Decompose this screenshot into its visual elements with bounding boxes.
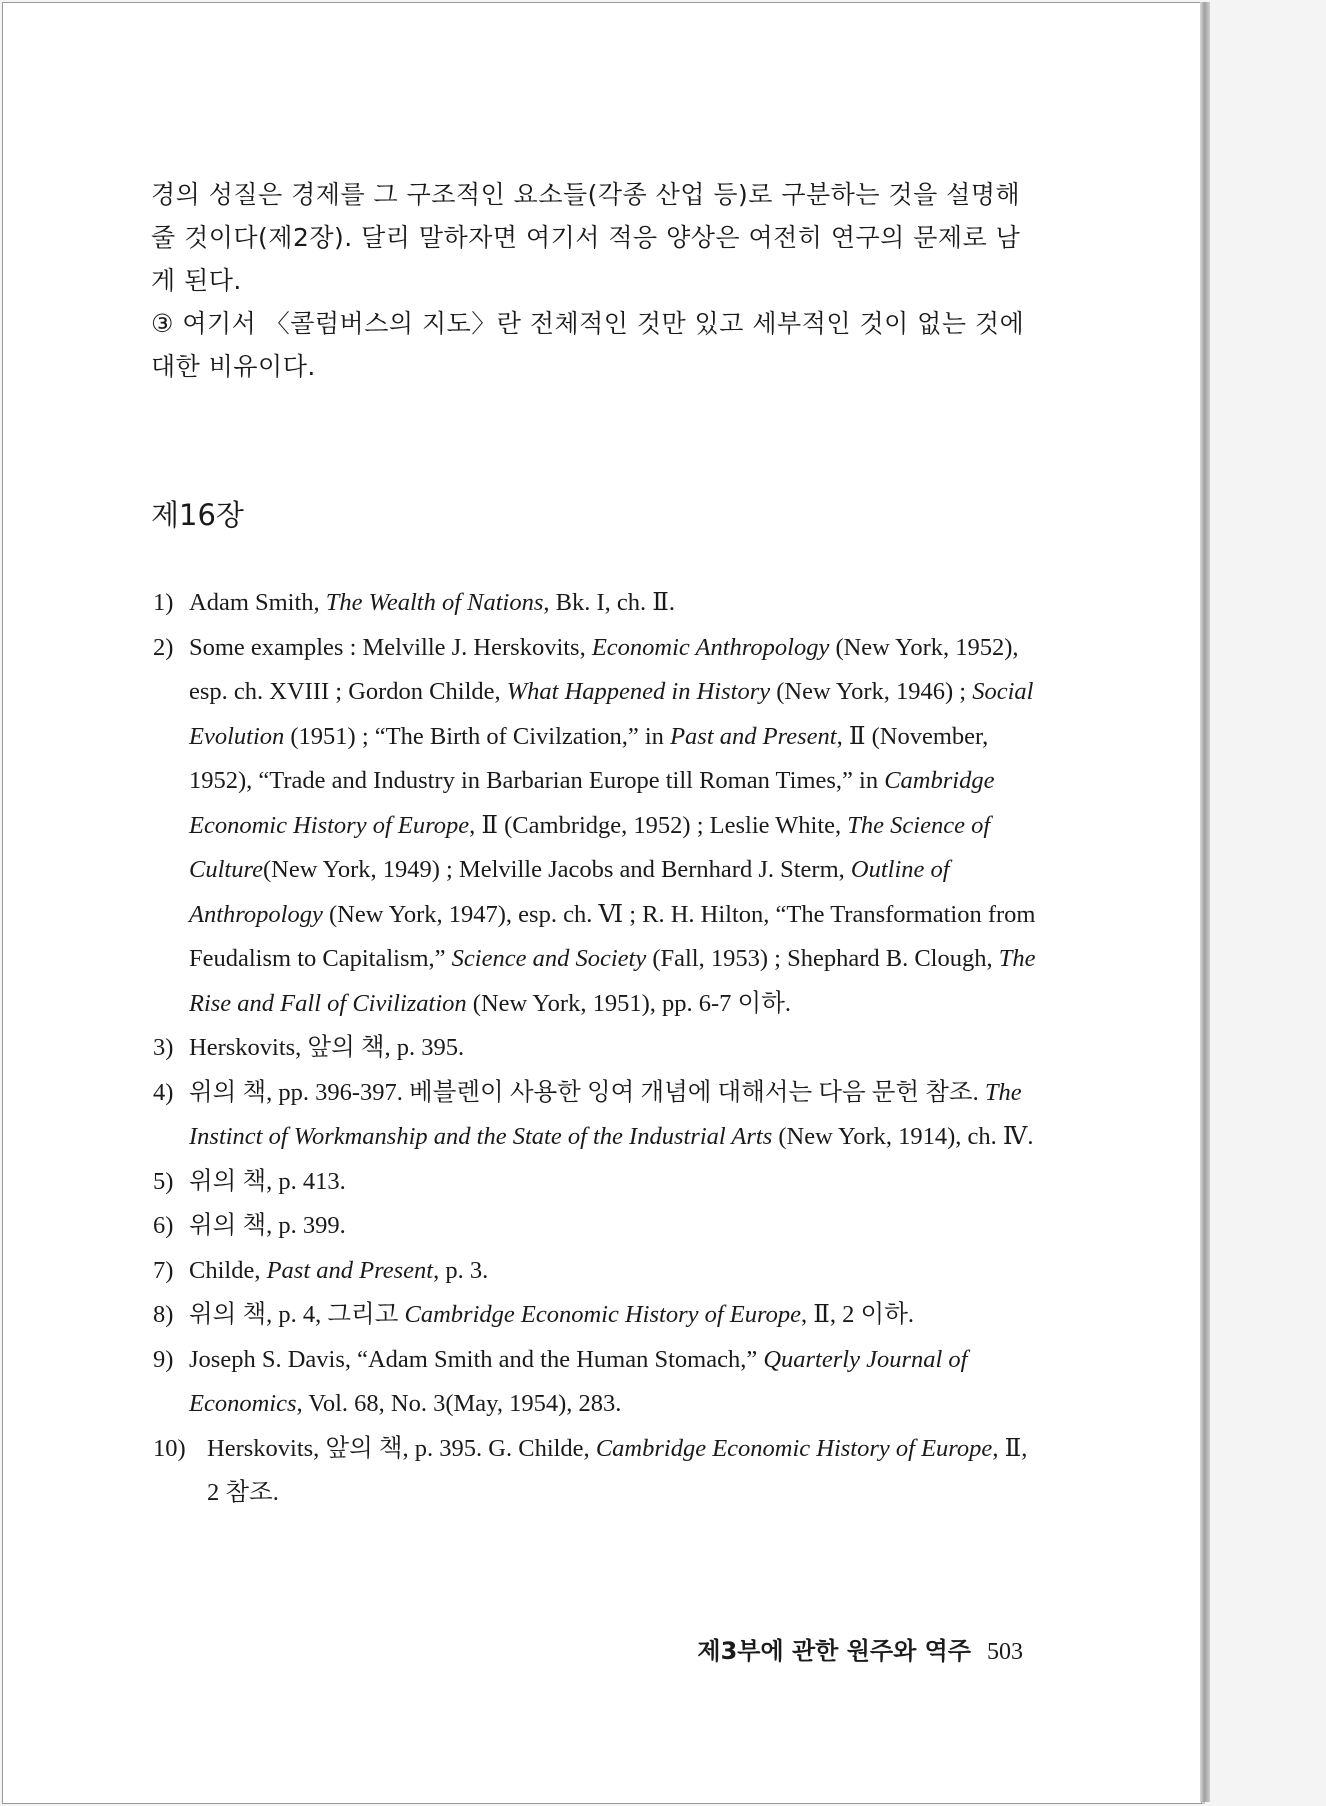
intro-paragraph-continued: 경의 성질은 경제를 그 구조적인 요소들(각종 산업 등)로 구분하는 것을 설명해 줄 것이다(제2장). 달리 말하자면 여기서 적응 양상은 여전히 연구의 문제로 남게 된다. bbox=[151, 180, 1021, 295]
intro-text bbox=[151, 173, 1031, 388]
endnote bbox=[153, 1293, 1043, 1338]
page-edge bbox=[1200, 2, 1210, 1802]
citation-title: The Rise and Fall of Civilization bbox=[189, 945, 1036, 1017]
endnote-number: 9) bbox=[153, 1345, 174, 1373]
endnote-number: 5) bbox=[153, 1167, 174, 1195]
chapter-heading: 제16장 bbox=[151, 498, 244, 532]
citation-title: Cambridge Economic History of Europe bbox=[404, 1301, 802, 1328]
endnote-text: Joseph S. Davis, “Adam Smith and the Human Stomach,” Quarterly Journal of Economics, Vol. 68, No. 3(May, 1954), 283. bbox=[189, 1345, 968, 1417]
endnote bbox=[153, 1160, 1043, 1205]
endnote-number: 7) bbox=[153, 1256, 174, 1284]
endnote-text: Herskovits, 앞의 책, p. 395. G. Childe, Cambridge Economic History of Europe, Ⅱ, 2 참조. bbox=[207, 1434, 1028, 1506]
endnote-number: 8) bbox=[153, 1301, 174, 1328]
endnote bbox=[153, 1338, 1043, 1427]
endnote-text: Some examples : Melville J. Herskovits, Economic Anthropology (New York, 1952), esp. ch. XVIII ; Gordon Childe, What Happened in History (New York, 1946) ; Social Evolution (1951) ; “The Birth of Civilzation,” in Past and Present, Ⅱ (November, 1952), “Trade and Industry in Barbarian Europe till Roman Times,” in Cambridge Economic History of Europe, Ⅱ (Cambridge, 1952) ; Leslie White, The Science of Culture(New York, 1949) ; Melville Jacobs and Bernhard J. Sterm, Outline of Anthropology (New York, 1947), esp. ch. Ⅵ ; R. H. Hilton, “The Transformation from Feudalism to Capitalism,” Science and Society (Fall, 1953) ; Shephard B. Clough, The Rise and Fall of Civilization (New York, 1951), pp. 6-7 이하. bbox=[189, 633, 1036, 1017]
book-page bbox=[2, 2, 1202, 1804]
endnote-text: Adam Smith, The Wealth of Nations, Bk. I, ch. Ⅱ. bbox=[189, 589, 676, 616]
endnote bbox=[153, 626, 1043, 1027]
endnote bbox=[153, 1204, 1043, 1249]
citation-title: Social Evolution bbox=[189, 678, 1034, 750]
citation-title: Quarterly Journal of Economics bbox=[189, 1345, 968, 1417]
citation-title: Past and Present bbox=[670, 722, 837, 750]
endnote bbox=[153, 1071, 1043, 1160]
endnote-text: 위의 책, p. 413. bbox=[189, 1167, 346, 1195]
endnote-text: Herskovits, 앞의 책, p. 395. bbox=[189, 1034, 465, 1061]
citation-title: The Wealth of Nations bbox=[325, 589, 544, 616]
endnotes-list bbox=[153, 581, 1043, 1516]
page-number: 503 bbox=[987, 1639, 1023, 1665]
endnote-text: 위의 책, p. 399. bbox=[189, 1212, 346, 1239]
endnote-number: 1) bbox=[153, 589, 174, 616]
endnote bbox=[153, 1249, 1043, 1294]
citation-title: Science and Society bbox=[451, 945, 647, 972]
citation-title: Cambridge Economic History of Europe bbox=[189, 767, 995, 839]
endnote-number: 10) bbox=[153, 1434, 186, 1462]
endnote-text: 위의 책, pp. 396-397. 베블렌이 사용한 잉여 개념에 대해서는 다음 문헌 참조. The Instinct of Workmanship and the State of the Industrial Arts (New York, 1914), ch. Ⅳ. bbox=[189, 1078, 1034, 1150]
citation-title: Outline of Anthropology bbox=[189, 856, 950, 928]
endnote bbox=[153, 1427, 1043, 1516]
intro-note-3: ③ 여기서 〈콜럼버스의 지도〉란 전체적인 것만 있고 세부적인 것이 없는 것에 대한 비유이다. bbox=[151, 309, 1025, 381]
citation-title: What Happened in History bbox=[506, 678, 771, 705]
citation-title: Economic Anthropology bbox=[591, 633, 830, 661]
endnote-number: 2) bbox=[153, 633, 174, 661]
endnote bbox=[153, 1026, 1043, 1071]
citation-title: The Science of Culture bbox=[189, 811, 991, 883]
citation-title: Past and Present bbox=[266, 1256, 434, 1284]
endnote bbox=[153, 581, 1043, 626]
endnote-number: 4) bbox=[153, 1078, 174, 1106]
citation-title: The Instinct of Workmanship and the State of the Industrial Arts bbox=[189, 1078, 1022, 1150]
citation-title: Cambridge Economic History of Europe bbox=[595, 1434, 993, 1462]
endnote-number: 3) bbox=[153, 1034, 174, 1061]
endnote-text: Childe, Past and Present, p. 3. bbox=[189, 1256, 489, 1284]
endnote-number: 6) bbox=[153, 1212, 174, 1239]
endnote-text: 위의 책, p. 4, 그리고 Cambridge Economic History of Europe, Ⅱ, 2 이하. bbox=[189, 1301, 915, 1328]
footer-section-title: 제3부에 관한 원주와 역주 bbox=[697, 1637, 971, 1665]
running-footer bbox=[693, 1631, 1023, 1666]
